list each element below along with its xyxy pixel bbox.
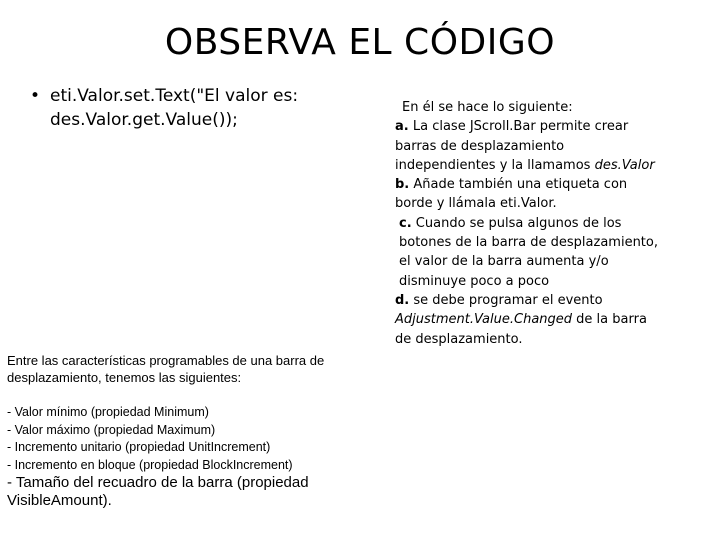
step-label: b. <box>395 177 410 193</box>
list-item: - Incremento unitario (propiedad UnitIncrement) <box>7 440 271 454</box>
step-b <box>395 175 665 214</box>
step-d <box>395 291 665 349</box>
step-label: a. <box>395 119 409 135</box>
step-a <box>395 117 665 175</box>
step-label: c. <box>399 215 412 231</box>
list-item: - Tamaño del recuadro de la barra (propiedad VisibleAmount). <box>7 474 309 509</box>
step-emphasis: des.Valor <box>594 157 655 173</box>
step-text: Añade también una etiqueta con borde y llámala eti.Valor. <box>395 177 628 212</box>
list-item: - Valor máximo (propiedad Maximum) <box>7 422 216 437</box>
step-text: La clase JScroll.Bar permite crear barras de desplazamiento independientes y la llamamos <box>395 119 629 173</box>
step-text: Cuando se pulsa algunos de los botones de la barra de desplazamiento, el valor de la barra aumenta y/o disminuye poco a poco <box>399 215 658 289</box>
slide-title: OBSERVA EL CÓDIGO <box>164 22 556 63</box>
step-emphasis: Adjustment.Value.Changed <box>395 312 573 328</box>
step-c <box>399 214 665 291</box>
explanation-heading: En él se hace lo siguiente: <box>402 100 573 115</box>
list-item: - Valor mínimo (propiedad Minimum) <box>7 405 209 419</box>
code-line: eti.Valor.set.Text("El valor es: des.Valor.get.Value()); <box>50 86 299 130</box>
list-item: - Incremento en bloque (propiedad BlockIncrement) <box>7 457 293 472</box>
properties-section <box>7 352 342 510</box>
bullet-icon: • <box>30 86 41 106</box>
explanation-section <box>395 98 665 349</box>
code-bullet <box>30 84 330 132</box>
properties-intro: Entre las características programables de una barra de desplazamiento, tenemos las siguientes: <box>7 353 325 385</box>
step-text: de la barra de desplazamiento. <box>395 312 647 347</box>
step-text: se debe programar el evento <box>413 292 603 308</box>
step-label: d. <box>395 292 410 308</box>
properties-list <box>7 404 342 510</box>
